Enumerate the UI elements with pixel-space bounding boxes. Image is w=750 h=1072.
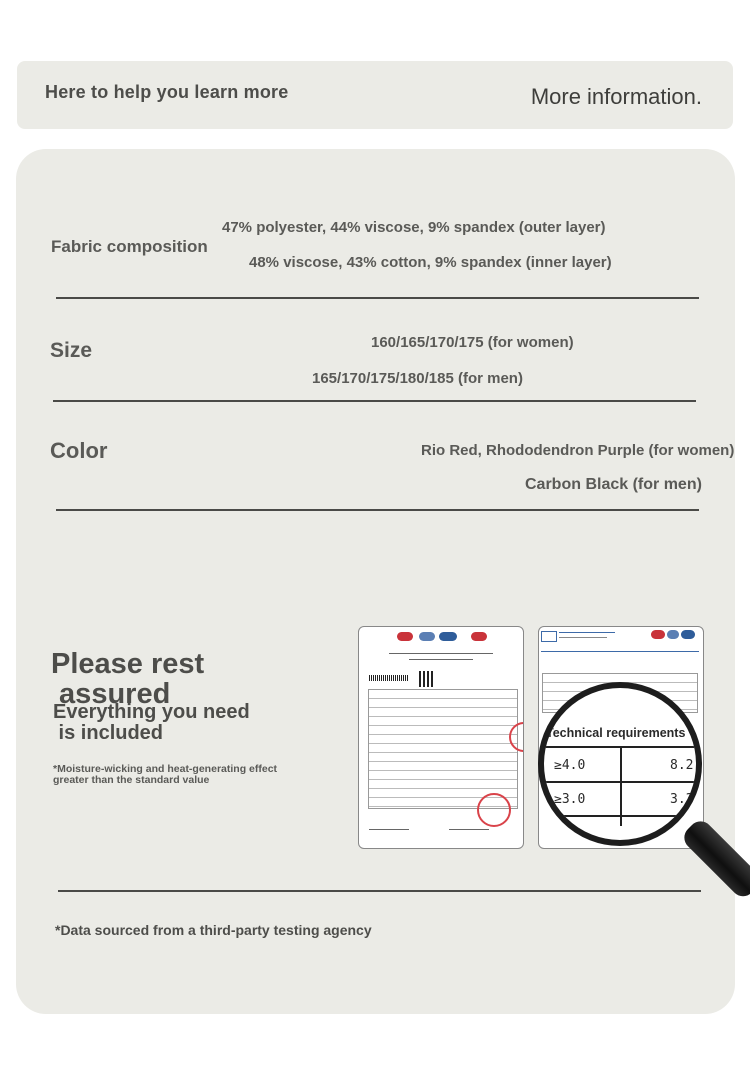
- certification-logo: [667, 630, 679, 639]
- size-women-value: 160/165/170/175 (for women): [371, 334, 574, 351]
- divider: [58, 890, 701, 892]
- divider: [53, 400, 696, 402]
- color-label: Color: [50, 438, 108, 463]
- certification-logo: [471, 632, 487, 641]
- agency-logo: [541, 631, 557, 642]
- test-report-document-1: [358, 626, 524, 849]
- divider: [56, 297, 699, 299]
- fabric-inner-value: 48% viscose, 43% cotton, 9% spandex (inner layer): [249, 254, 612, 271]
- barcode-icon: [369, 675, 409, 681]
- fabric-outer-value: 47% polyester, 44% viscose, 9% spandex (outer layer): [222, 219, 606, 236]
- size-men-value: 165/170/175/180/185 (for men): [312, 370, 523, 387]
- certification-logo: [651, 630, 665, 639]
- requirement-value: ≥3.0: [554, 792, 586, 807]
- size-label: Size: [50, 339, 93, 362]
- header-tagline: Here to help you learn more: [45, 82, 289, 102]
- red-stamp-icon: [477, 793, 511, 827]
- color-men-value: Carbon Black (for men): [525, 476, 702, 493]
- certification-logo: [681, 630, 695, 639]
- divider: [56, 509, 699, 511]
- assurance-title: Please rest assured: [51, 648, 205, 710]
- spec-panel: [16, 149, 735, 1014]
- requirement-value: ≥4.0: [554, 758, 586, 773]
- technical-requirements-heading: Technical requirements: [546, 726, 686, 740]
- fabric-composition-label: Fabric composition: [51, 237, 208, 256]
- color-women-value: Rio Red, Rhododendron Purple (for women): [421, 442, 735, 459]
- magnifier-lens: [538, 682, 702, 846]
- data-source-note: *Data sourced from a third-party testing agency: [55, 922, 372, 938]
- header-more-info: More information.: [530, 84, 702, 109]
- report-table: [368, 689, 518, 809]
- assurance-note: *Moisture-wicking and heat-generating effect greater than the standard value: [53, 763, 278, 786]
- header-bar: [17, 61, 733, 129]
- assurance-subtitle: Everything you need is included: [53, 701, 250, 744]
- certification-logo: [397, 632, 413, 641]
- qr-code-icon: [419, 671, 435, 687]
- certification-logo: [439, 632, 457, 641]
- measured-value: 8.2: [670, 758, 694, 773]
- measured-value: 3.3: [670, 792, 694, 807]
- certification-logo: [419, 632, 435, 641]
